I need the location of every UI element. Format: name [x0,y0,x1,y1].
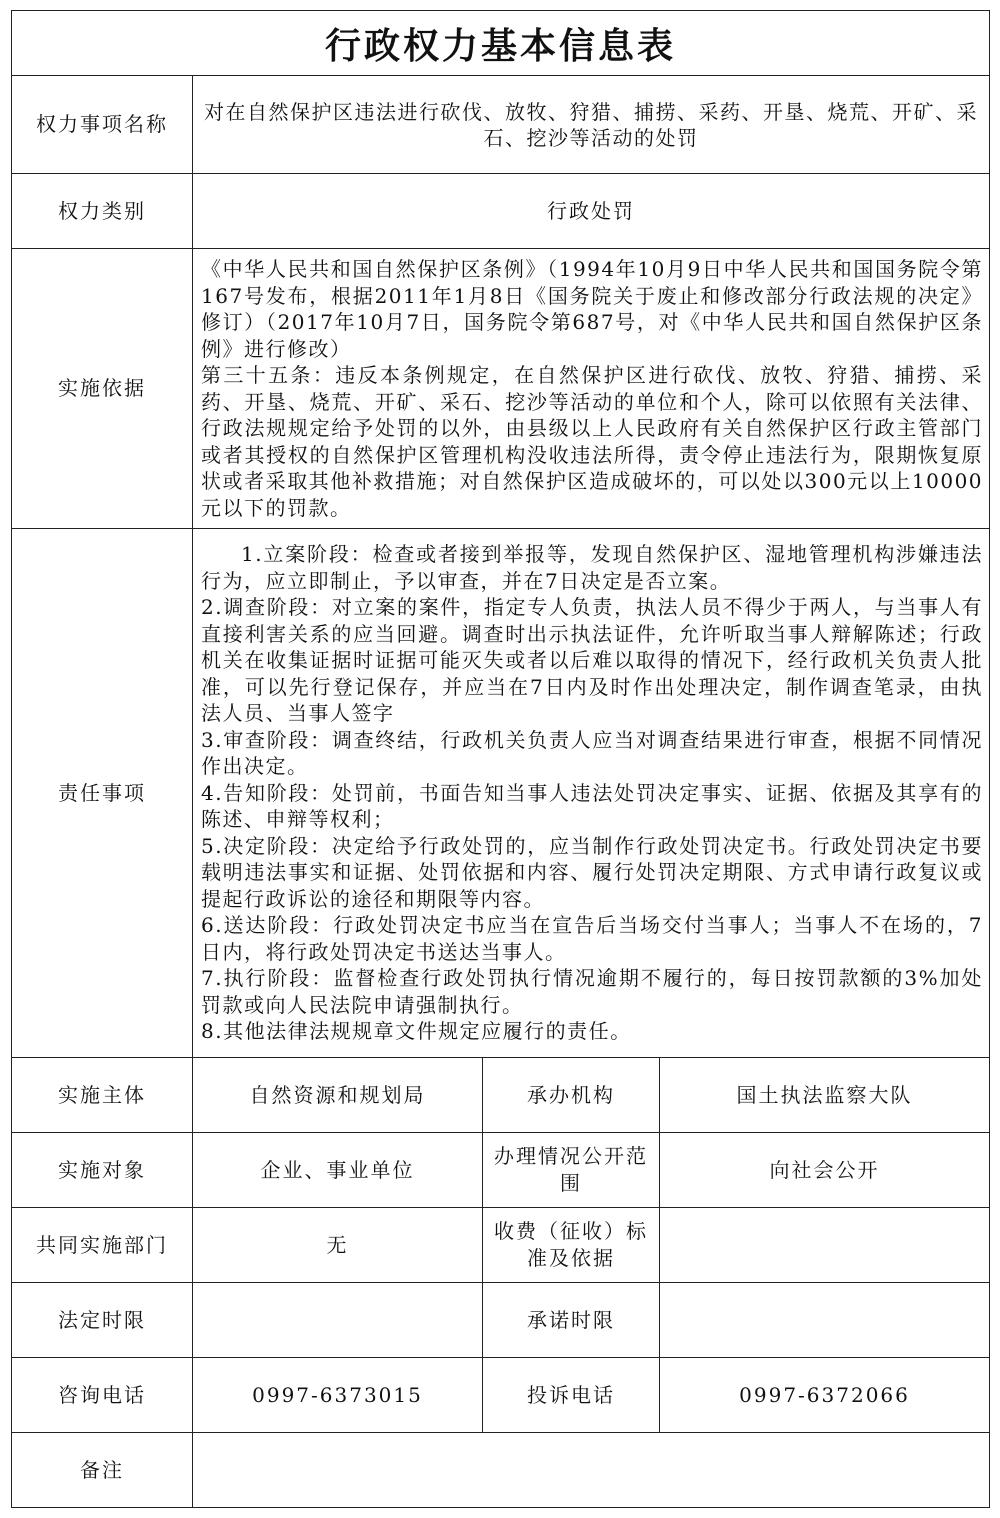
legal-basis-content [193,249,990,529]
responsibility-item: 5.决定阶段：决定给予行政处罚的，应当制作行政处罚决定书。行政处罚决定书要载明违法事实和证据、处罚依据和内容、履行处罚决定期限、方式申请行政复议或提起行政诉讼的途径和期限等内容。 [201,833,984,911]
legal-time-limit-value [193,1283,483,1358]
undertaking-agency-label: 承办机构 [483,1058,660,1133]
joint-department-value: 无 [193,1208,483,1283]
responsibility-item: 1.立案阶段：检查或者接到举报等，发现自然保护区、湿地管理机构涉嫌违法行为，应立即制止，予以审查，并在7日决定是否立案。 [201,542,984,593]
disclosure-scope-label: 办理情况公开范围 [483,1133,660,1208]
joint-department-label: 共同实施部门 [12,1208,193,1283]
table-title: 行政权力基本信息表 [12,11,990,76]
responsibility-item: 3.审查阶段：调查终结，行政机关负责人应当对调查结果进行审查，根据不同情况作出决定。 [201,727,984,779]
responsibilities-label: 责任事项 [12,529,193,1058]
legal-time-limit-label: 法定时限 [12,1283,193,1358]
fee-standard-label: 收费（征收）标准及依据 [483,1208,660,1283]
implementing-body-value: 自然资源和规划局 [193,1058,483,1133]
complaint-phone-label: 投诉电话 [483,1358,660,1433]
inquiry-phone-value: 0997-6373015 [193,1358,483,1433]
power-name-value: 对在自然保护区违法进行砍伐、放牧、狩猎、捕捞、采药、开垦、烧荒、开矿、采石、挖沙等活动的处罚 [193,76,990,174]
responsibility-item: 4.告知阶段：处罚前，书面告知当事人违法处罚决定事实、证据、依据及其享有的陈述、申辩等权利； [201,780,984,832]
info-table [11,10,990,1508]
responsibilities-content [193,529,990,1058]
implementing-body-label: 实施主体 [12,1058,193,1133]
responsibility-item: 7.执行阶段：监督检查行政处罚执行情况逾期不履行的，每日按罚款额的3%加处罚款或向人民法院申请强制执行。 [201,966,984,1017]
info-sheet [11,10,989,1506]
target-label: 实施对象 [12,1133,193,1208]
power-category-value: 行政处罚 [193,174,990,249]
remarks-value [193,1433,990,1508]
responsibility-item: 6.送达阶段：行政处罚决定书应当在宣告后当场交付当事人；当事人不在场的，7日内，将行政处罚决定书送达当事人。 [201,913,984,964]
complaint-phone-value: 0997-6372066 [660,1358,990,1433]
inquiry-phone-label: 咨询电话 [12,1358,193,1433]
promised-time-limit-label: 承诺时限 [483,1283,660,1358]
responsibility-item: 2.调查阶段：对立案的案件，指定专人负责，执法人员不得少于两人，与当事人有直接利害关系的应当回避。调查时出示执法证件，允许听取当事人辩解陈述；行政机关在收集证据时证据可能灭失或者以后难以取得的情况下，经行政机关负责人批准，可以先行登记保存，并应当在7日内及时作出处理决定，制作调查笔录，由执法人员、当事人签字 [201,595,984,726]
disclosure-scope-value: 向社会公开 [660,1133,990,1208]
target-value: 企业、事业单位 [193,1133,483,1208]
responsibility-item: 8.其他法律法规规章文件规定应履行的责任。 [201,1019,632,1044]
legal-basis-paragraph: 第三十五条：违反本条例规定，在自然保护区进行砍伐、放牧、狩猎、捕捞、采药、开垦、烧荒、开矿、采石、挖沙等活动的单位和个人，除可以依照有关法律、行政法规规定给予处罚的以外，由县级以上人民政府有关自然保护区行政主管部门或者其授权的自然保护区管理机构没收违法所得，责令停止违法行为，限期恢复原状或者采取其他补救措施；对自然保护区造成破坏的，可以处以300元以上10000元以下的罚款。 [201,363,984,520]
power-name-label: 权力事项名称 [12,76,193,174]
remarks-label: 备注 [12,1433,193,1508]
power-category-label: 权力类别 [12,174,193,249]
undertaking-agency-value: 国土执法监察大队 [660,1058,990,1133]
legal-basis-label: 实施依据 [12,249,193,529]
legal-basis-paragraph: 《中华人民共和国自然保护区条例》（1994年10月9日中华人民共和国国务院令第167号发布，根据2011年1月8日《国务院关于废止和修改部分行政法规的决定》修订）（2017年10月7日，国务院令第687号，对《中华人民共和国自然保护区条例》进行修改） [201,257,984,361]
promised-time-limit-value [660,1283,990,1358]
fee-standard-value [660,1208,990,1283]
